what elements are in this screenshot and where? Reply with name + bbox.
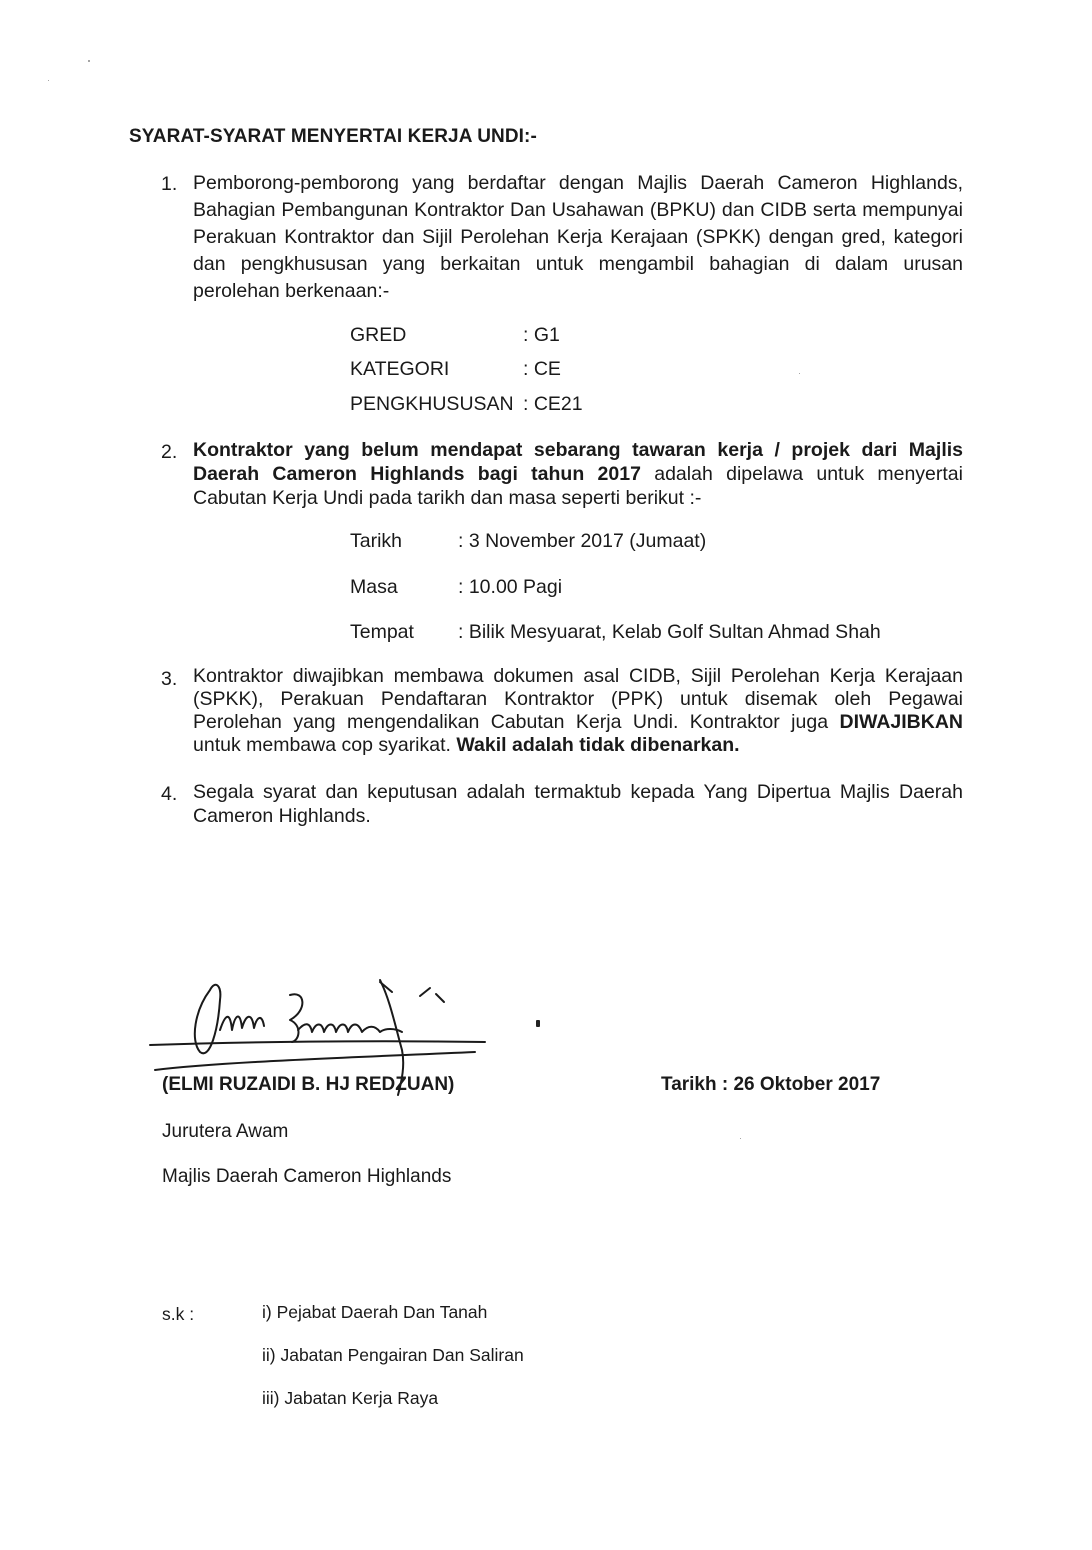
item-3-text	[193, 665, 963, 757]
detail-label-pengkhususan: PENGKHUSUSAN	[350, 393, 514, 415]
detail-label-masa: Masa	[350, 576, 398, 598]
detail-label-gred: GRED	[350, 324, 407, 346]
item-2-text	[193, 438, 963, 510]
detail-label-tarikh: Tarikh	[350, 530, 403, 552]
detail-value-kategori: : CE	[523, 358, 561, 380]
detail-label-tempat: Tempat	[350, 621, 414, 643]
item-4-text: Segala syarat dan keputusan adalah termaktub kepada Yang Dipertua Majlis Daerah Cameron Highlands.	[193, 781, 963, 827]
signatory-name: (ELMI RUZAIDI B. HJ REDZUAN)	[162, 1074, 455, 1095]
item-3-number: 3.	[161, 668, 178, 690]
signatory-position: Jurutera Awam	[162, 1121, 289, 1142]
item-1-text: Pemborong-pemborong yang berdaftar dengan Majlis Daerah Cameron Highlands, Bahagian Pembangunan Kontraktor Dan Usahawan (BPKU) dan CIDB serta mempunyai Perakuan Kontraktor dan Sijil Perolehan Kerja Kerajaan (SPKK) dengan gred, kategori dan pengkhususan yang berkaitan untuk mengambil bahagian di dalam urusan perolehan berkenaan:-	[193, 172, 963, 302]
item-3-text-b: untuk membawa cop syarikat.	[193, 734, 457, 756]
detail-value-gred: : G1	[523, 324, 560, 346]
detail-label-kategori: KATEGORI	[350, 358, 450, 380]
item-2-bold-text: Kontraktor yang belum mendapat sebarang tawaran kerja / projek dari Majlis Daerah Cameron Highlands bagi tahun 2017	[193, 439, 963, 485]
item-3-text-a: Kontraktor diwajibkan membawa dokumen asal CIDB, Sijil Perolehan Kerja Kerajaan (SPKK), Perakuan Pendaftaran Kontraktor (PPK) untuk disemak oleh Pegawai Perolehan yang mengendalikan Cabutan Kerja Undi. Kontraktor juga	[193, 665, 963, 733]
detail-value-tarikh: : 3 November 2017 (Jumaat)	[458, 530, 707, 552]
scan-speck	[48, 80, 49, 81]
item-3-bold-b: Wakil adalah tidak dibenarkan.	[456, 734, 740, 756]
scan-speck	[88, 60, 90, 62]
copy-recipient-1: i) Pejabat Daerah Dan Tanah	[262, 1302, 488, 1322]
item-2-rest-text: adalah dipelawa untuk menyertai Cabutan Kerja Undi pada tarikh dan masa seperti berikut :-	[193, 463, 963, 509]
item-4-number: 4.	[161, 783, 178, 805]
ink-mark	[536, 1020, 540, 1027]
detail-value-pengkhususan: : CE21	[523, 393, 583, 415]
item-2-number: 2.	[161, 441, 178, 463]
item-3-bold-a: DIWAJIBKAN	[839, 711, 963, 733]
copy-recipient-2: ii) Jabatan Pengairan Dan Saliran	[262, 1345, 524, 1365]
document-date: Tarikh : 26 Oktober 2017	[661, 1074, 881, 1095]
scan-speck	[799, 373, 800, 374]
scan-speck	[740, 1138, 741, 1139]
page-title: SYARAT-SYARAT MENYERTAI KERJA UNDI:-	[129, 126, 537, 147]
detail-value-masa: : 10.00 Pagi	[458, 576, 563, 598]
detail-value-tempat: : Bilik Mesyuarat, Kelab Golf Sultan Ahmad Shah	[458, 621, 881, 643]
copy-recipient-3: iii) Jabatan Kerja Raya	[262, 1388, 439, 1408]
signatory-organisation: Majlis Daerah Cameron Highlands	[162, 1166, 452, 1187]
item-1-number: 1.	[161, 173, 178, 195]
copies-label: s.k :	[162, 1304, 195, 1324]
